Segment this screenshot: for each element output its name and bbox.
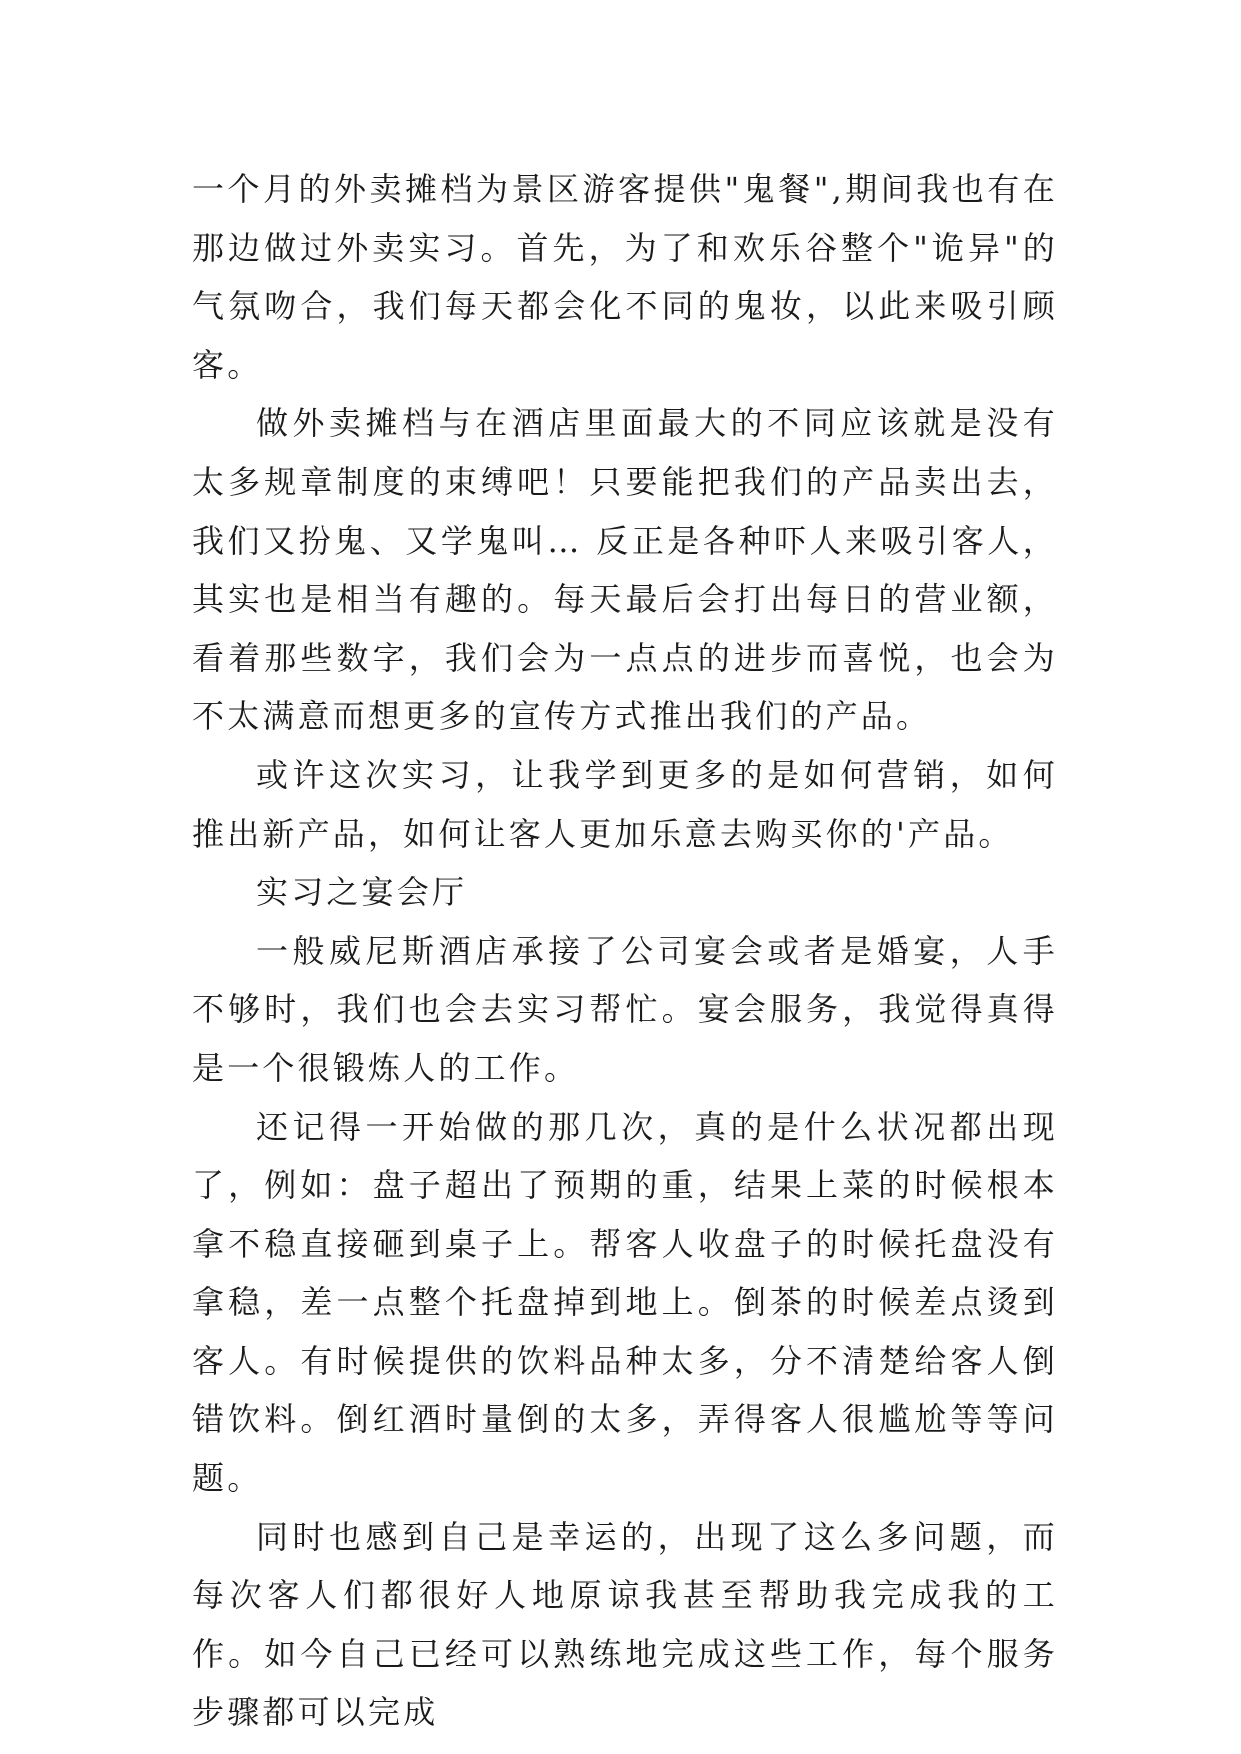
document-body <box>192 160 1058 1742</box>
paragraph-2: 做外卖摊档与在酒店里面最大的不同应该就是没有太多规章制度的束缚吧！只要能把我们的产品卖出去，我们又扮鬼、又学鬼叫… 反正是各种吓人来吸引客人，其实也是相当有趣的。每天最后会打出每日的营业额，看着那些数字，我们会为一点点的进步而喜悦，也会为不太满意而想更多的宣传方式推出我们的产品。 <box>192 404 1058 736</box>
section-heading-banquet-hall: 实习之宴会厅 <box>256 873 468 912</box>
paragraph-3: 或许这次实习，让我学到更多的是如何营销，如何推出新产品，如何让客人更加乐意去购买你的'产品。 <box>192 755 1058 853</box>
paragraph-6: 同时也感到自己是幸运的，出现了这么多问题，而每次客人们都很好人地原谅我甚至帮助我完成我的工作。如今自己已经可以熟练地完成这些工作，每个服务步骤都可以完成 <box>192 1517 1058 1732</box>
paragraph-1: 一个月的外卖摊档为景区游客提供"鬼餐",期间我也有在那边做过外卖实习。首先，为了和欢乐谷整个"诡异"的气氛吻合，我们每天都会化不同的鬼妆，以此来吸引顾客。 <box>192 170 1058 384</box>
paragraph-5: 还记得一开始做的那几次，真的是什么状况都出现了，例如：盘子超出了预期的重，结果上菜的时候根本拿不稳直接砸到桌子上。帮客人收盘子的时候托盘没有拿稳，差一点整个托盘掉到地上。倒茶的时候差点烫到客人。有时候提供的饮料品种太多，分不清楚给客人倒错饮料。倒红酒时量倒的太多，弄得客人很尴尬等等问题。 <box>192 1107 1058 1498</box>
paragraph-4: 一般威尼斯酒店承接了公司宴会或者是婚宴，人手不够时，我们也会去实习帮忙。宴会服务，我觉得真得是一个很锻炼人的工作。 <box>192 931 1058 1087</box>
